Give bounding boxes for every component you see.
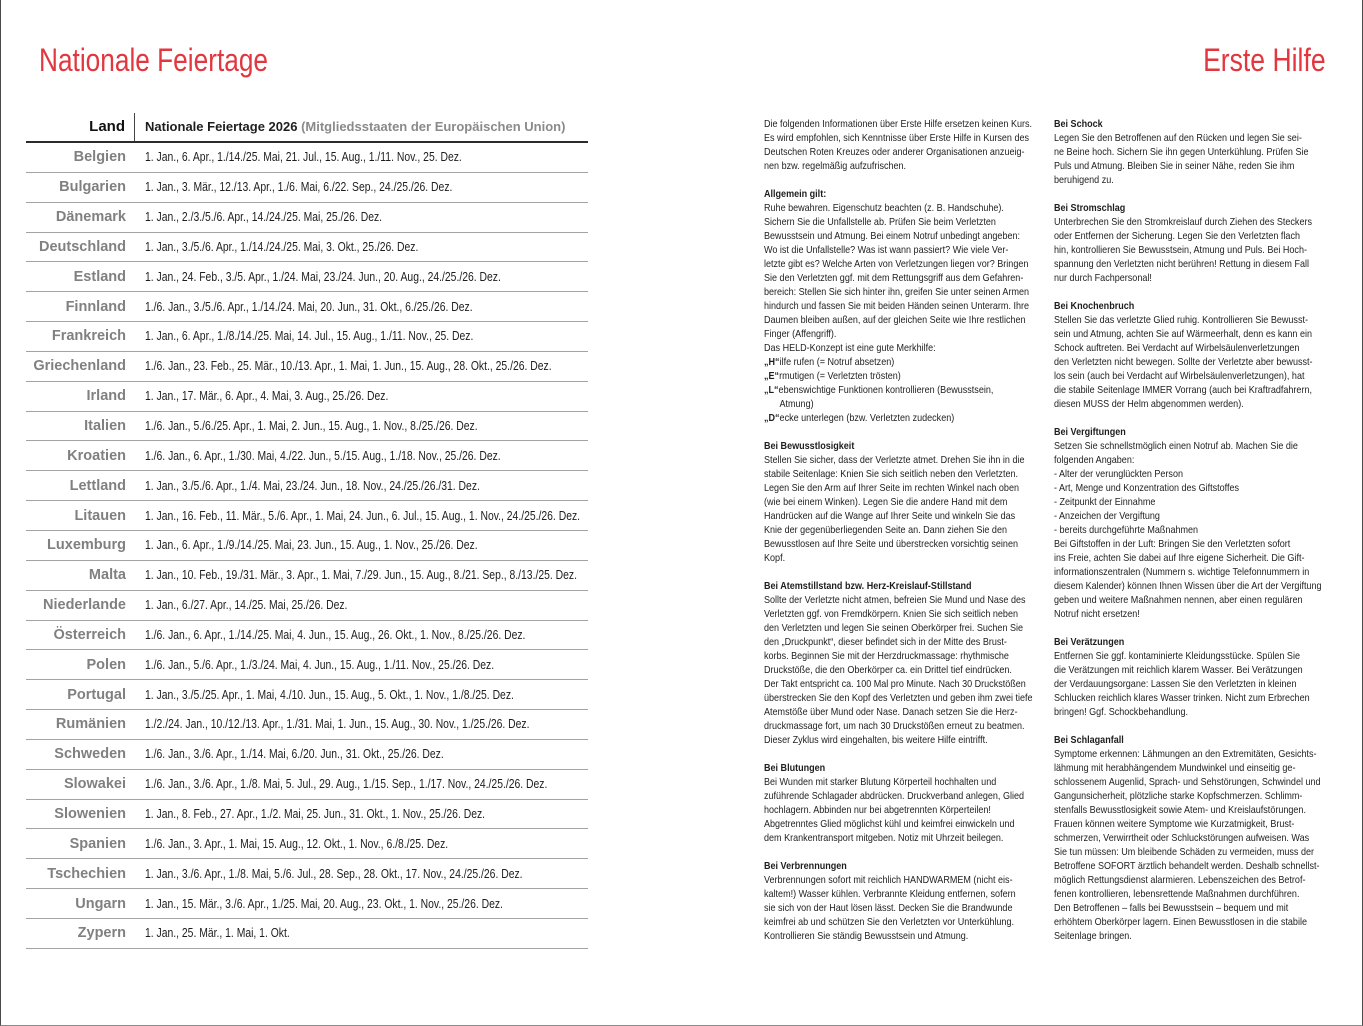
- header-subtitle: (Mitgliedsstaaten der Europäischen Union): [301, 119, 566, 134]
- text-line: Puls und Atmung. Bleiben Sie in seiner Nähe, reden Sie ihm: [1054, 160, 1295, 172]
- holiday-dates: 1./6. Jan., 6. Apr., 1./30. Mai, 4./22. Jun., 5./15. Aug., 1./18. Nov., 25./26. Dez.: [145, 448, 501, 463]
- text-line: den Verletzten und legen Sie seinen Oberkörper frei. Suchen Sie: [764, 622, 1024, 634]
- holiday-dates-cell: [135, 805, 588, 823]
- text-line: Unterbrechen Sie den Stromkreislauf durch Ziehen des Steckers: [1054, 216, 1312, 228]
- text-line: Atemstöße über Mund oder Nase. Danach setzen Sie die Herz-: [764, 706, 1018, 718]
- holiday-dates: 1. Jan., 10. Feb., 19./31. Mär., 3. Apr., 1. Mai, 7./29. Jun., 15. Aug., 8./21. Sep., 8./13./25. Dez.: [145, 568, 577, 583]
- text-line: bereich: Stellen Sie sich hinter ihn, greifen Sie unter seinen Armen: [764, 286, 1030, 298]
- text-line: keimfrei ab und schützen Sie den Verletzten vor Unterkühlung.: [764, 916, 1014, 928]
- first-aid-section: [1054, 201, 1338, 285]
- holiday-dates-cell: [135, 775, 588, 793]
- section-heading: Bei Atemstillstand bzw. Herz-Kreislauf-Stillstand: [764, 580, 972, 592]
- holiday-dates: 1. Jan., 3. Mär., 12./13. Apr., 1./6. Mai, 6./22. Sep., 24./25./26. Dez.: [145, 180, 453, 195]
- country-name: Litauen: [74, 507, 126, 524]
- holiday-dates: 1. Jan., 25. Mär., 1. Mai, 1. Okt.: [145, 926, 290, 941]
- holiday-dates: 1. Jan., 6./27. Apr., 14./25. Mai, 25./26. Dez.: [145, 598, 348, 613]
- first-aid-section: [1054, 117, 1338, 187]
- text-line: informationszentralen (Nummern s. wichtige Telefonnummern in: [1054, 566, 1310, 578]
- right-page: [682, 0, 1363, 1025]
- section-heading: Bei Verätzungen: [1054, 636, 1125, 648]
- text-line: Finger (Affengriff).: [764, 328, 837, 340]
- country-name: Kroatien: [67, 447, 126, 464]
- holiday-row: [26, 233, 588, 263]
- mnemonic-letter: „L“: [764, 384, 779, 396]
- section-heading: Bei Schock: [1054, 118, 1103, 130]
- holiday-dates: 1. Jan., 3./5./6. Apr., 1./14./24./25. Mai, 3. Okt., 25./26. Dez.: [145, 239, 419, 254]
- section-heading: Bei Vergiftungen: [1054, 426, 1126, 438]
- text-line: Es wird empfohlen, sich Kenntnisse über Erste Hilfe in Kursen des: [764, 132, 1030, 144]
- holiday-row: [26, 501, 588, 531]
- holiday-dates-cell: [135, 417, 588, 435]
- text-line: den Verletzten nicht bewegen. Sollte der Verletzte aber bewusst-: [1054, 356, 1313, 368]
- country-name: Estland: [73, 268, 126, 285]
- text-line: lähmung mit herabhängendem Mundwinkel und einseitig ge-: [1054, 762, 1296, 774]
- first-aid-section: [764, 859, 1048, 943]
- holiday-dates-cell: [135, 477, 588, 495]
- holiday-row: [26, 203, 588, 233]
- holiday-row: [26, 770, 588, 800]
- text-line: Legen Sie den Arm auf Ihrer Seite im rechten Winkel nach oben: [764, 482, 1020, 494]
- holiday-row: [26, 919, 588, 949]
- text-line: Notruf nicht ersetzen!: [1054, 608, 1140, 620]
- text-line: Entfernen Sie ggf. kontaminierte Kleidungsstücke. Spülen Sie: [1054, 650, 1300, 662]
- text-line: dem Krankentransport mitgeben. Notiz mit Uhrzeit beilegen.: [764, 832, 1004, 844]
- text-line: Verletzten ggf. von Fremdkörpern. Knien Sie sich seitlich neben: [764, 608, 1018, 620]
- text-line: Sollte der Verletzte nicht atmen, befreien Sie Mund und Nase des: [764, 594, 1026, 606]
- country-name: Spanien: [69, 835, 126, 852]
- holiday-dates: 1./6. Jan., 23. Feb., 25. Mär., 10./13. Apr., 1. Mai, 1. Jun., 15. Aug., 28. Okt., 25./26. Dez.: [145, 359, 552, 374]
- text-line: hochlagern. Abbinden nur bei abgetrennten Körperteilen!: [764, 804, 991, 816]
- text-line: Den Betroffenen – falls bei Bewusstsein – bequem und mit: [1054, 902, 1289, 914]
- text-line: Druckstöße, die den Oberkörper ca. ein Drittel tief eindrücken.: [764, 664, 1012, 676]
- text-line: Bei Giftstoffen in der Luft: Bringen Sie den Verletzten sofort: [1054, 538, 1291, 550]
- text-line: Wo ist die Unfallstelle? Was ist wann passiert? Wie viele Ver-: [764, 244, 1009, 256]
- text-line: möglich Rettungsdienst alarmieren. Lebenszeichen des Betrof-: [1054, 874, 1306, 886]
- holiday-row: [26, 561, 588, 591]
- holiday-row: [26, 859, 588, 889]
- text-line: Bewusstsein und Atmung. Bei einem Notruf unbedingt angeben:: [764, 230, 1021, 242]
- text-line: los sein (auch bei Verdacht auf Wirbelsäulenverletzungen), hat: [1054, 370, 1305, 382]
- country-name: Dänemark: [55, 209, 126, 226]
- text-line: diesem Kalender) können Ihnen Wissen über die Art der Vergiftung: [1054, 580, 1322, 592]
- text-line: [764, 383, 1048, 397]
- holiday-dates-cell: [135, 895, 588, 913]
- country-name: Slowakei: [63, 776, 126, 793]
- holiday-dates-cell: [135, 596, 588, 614]
- text-line: ins Freie, achten Sie dabei auf Ihre eigene Sicherheit. Die Gift-: [1054, 552, 1305, 564]
- text-line: hin, kontrollieren Sie Bewusstsein, Atmung und Puls. Bei Hoch-: [1054, 244, 1307, 256]
- country-name: Polen: [86, 656, 126, 673]
- holiday-row: [26, 740, 588, 770]
- holiday-table: [26, 113, 588, 949]
- text-line: letzte gibt es? Welche Arten von Verletzungen liegen vor? Bringen: [764, 258, 1029, 270]
- text-line: Legen Sie den Betroffenen auf den Rücken und legen Sie sei-: [1054, 132, 1302, 144]
- text-line-content: rmutigen (= Verletzten trösten): [779, 370, 901, 382]
- first-aid-section: [1054, 635, 1338, 719]
- holiday-row: [26, 322, 588, 352]
- holiday-dates-cell: [135, 327, 588, 345]
- text-line: Sichern Sie die Unfallstelle ab. Prüfen Sie beim Verletzten: [764, 216, 996, 228]
- text-line-content: ecke unterlegen (bzw. Verletzten zudecken): [779, 412, 955, 424]
- holiday-dates: 1./6. Jan., 6. Apr., 1./14./25. Mai, 4. Jun., 15. Aug., 26. Okt., 1. Nov., 8./25./26. Dez.: [145, 627, 526, 642]
- section-heading: Bei Verbrennungen: [764, 860, 847, 872]
- text-line: [764, 397, 1048, 411]
- section-heading: Bei Schlaganfall: [1054, 734, 1124, 746]
- text-line: erhöhtem Oberkörper lagern. Einen Bewusstlosen in die stabile: [1054, 916, 1307, 928]
- holiday-row: [26, 621, 588, 651]
- first-aid-section: [1054, 425, 1338, 621]
- text-line: folgenden Angaben:: [1054, 454, 1135, 466]
- country-name: Österreich: [53, 626, 126, 643]
- holiday-dates-cell: [135, 626, 588, 644]
- holiday-dates: 1./6. Jan., 5./6. Apr., 1./3./24. Mai, 4. Jun., 15. Aug., 1./11. Nov., 25./26. Dez.: [145, 657, 495, 672]
- holiday-dates: 1./6. Jan., 5./6./25. Apr., 1. Mai, 2. Jun., 15. Aug., 1. Nov., 8./25./26. Dez.: [145, 419, 478, 434]
- text-line: sie sich von der Haut lösen lässt. Decken Sie die Brandwunde: [764, 902, 1013, 914]
- holiday-dates: 1. Jan., 3./6. Apr., 1./8. Mai, 5./6. Jul., 28. Sep., 28. Okt., 17. Nov., 24./25./26. Dez.: [145, 866, 523, 881]
- left-page: [1, 0, 682, 1025]
- table-header: [26, 113, 588, 143]
- text-line: bringen! Ggf. Schockbehandlung.: [1054, 706, 1189, 718]
- first-aid-section: [764, 117, 1048, 173]
- text-line: Dieser Zyklus wird eingehalten, bis weitere Hilfe eintrifft.: [764, 734, 988, 746]
- text-line: Frauen können weitere Symptome wie Kurzatmigkeit, Brust-: [1054, 818, 1295, 830]
- holiday-rows: [26, 143, 588, 949]
- holiday-dates: 1. Jan., 3./5./25. Apr., 1. Mai, 4./10. Jun., 15. Aug., 5. Okt., 1. Nov., 1./8./25. Dez.: [145, 687, 514, 702]
- holiday-dates-cell: [135, 447, 588, 465]
- first-aid-section: [764, 439, 1048, 565]
- section-heading: Bei Blutungen: [764, 762, 826, 774]
- text-line: Seitenlage bringen.: [1054, 930, 1132, 942]
- section-heading: Bei Stromschlag: [1054, 202, 1126, 214]
- text-line: fenen kontrollieren, lebensrettende Maßnahmen durchführen.: [1054, 888, 1300, 900]
- text-line: zuführende Schlagader abdrücken. Druckverband anlegen, Glied: [764, 790, 1025, 802]
- text-line: die Verätzungen mit reichlich klarem Wasser. Bei Verätzungen: [1054, 664, 1303, 676]
- header-title: Nationale Feiertage 2026: [145, 119, 298, 134]
- holiday-row: [26, 471, 588, 501]
- first-aid-section: [1054, 733, 1338, 943]
- holiday-row: [26, 441, 588, 471]
- text-line: [764, 411, 1048, 425]
- text-line: Sie tun müssen: Um bleibende Schäden zu vermeiden, muss der: [1054, 846, 1315, 858]
- text-line: Die folgenden Informationen über Erste Hilfe ersetzen keinen Kurs.: [764, 118, 1033, 130]
- holiday-dates: 1./6. Jan., 3./5./6. Apr., 1./14./24. Mai, 20. Jun., 31. Okt., 6./25./26. Dez.: [145, 299, 473, 314]
- text-line: - bereits durchgeführte Maßnahmen: [1054, 524, 1199, 536]
- country-name: Zypern: [77, 925, 126, 942]
- holiday-dates-cell: [135, 178, 588, 196]
- holiday-dates-cell: [135, 238, 588, 256]
- text-line: Daumen bleiben außen, auf der gleichen Seite wie Ihre restlichen: [764, 314, 1026, 326]
- text-line: Schlucken reichlich klares Wasser trinken. Nicht zum Erbrechen: [1054, 692, 1310, 704]
- country-name: Griechenland: [33, 358, 126, 375]
- holiday-dates: 1./6. Jan., 3. Apr., 1. Mai, 15. Aug., 12. Okt., 1. Nov., 6./8./25. Dez.: [145, 836, 449, 851]
- text-line: Bewusstlosen auf Ihre Seite und überstrecken vorsichtig seinen: [764, 538, 1018, 550]
- country-name: Finnland: [65, 298, 126, 315]
- holiday-row: [26, 829, 588, 859]
- holiday-dates-cell: [135, 387, 588, 405]
- text-line: - Art, Menge und Konzentration des Giftstoffes: [1054, 482, 1240, 494]
- text-line: - Alter der verunglückten Person: [1054, 468, 1183, 480]
- section-heading: Allgemein gilt:: [764, 188, 827, 200]
- text-line: - Zeitpunkt der Einnahme: [1054, 496, 1156, 508]
- country-name: Irland: [86, 388, 126, 405]
- text-line: Handrücken auf die Wange auf Ihrer Seite und winkeln Sie das: [764, 510, 1016, 522]
- text-line: sein und Atmung, achten Sie auf Wärmeerhalt, denn es kann ein: [1054, 328, 1313, 340]
- text-line: druckmassage fort, um nach 30 Druckstößen erneut zu beatmen.: [764, 720, 1025, 732]
- country-name: Deutschland: [38, 238, 126, 255]
- text-line: [764, 355, 1048, 369]
- holiday-dates-cell: [135, 298, 588, 316]
- holiday-row: [26, 650, 588, 680]
- text-line: Der Takt entspricht ca. 100 Mal pro Minute. Nach 30 Druckstößen: [764, 678, 1026, 690]
- text-line: schlossenem Augenlid, Sprach- und Sehstörungen, Schwindel und: [1054, 776, 1321, 788]
- text-line: geben und weitere Maßnahmen nennen, aber einen regulären: [1054, 594, 1303, 606]
- text-line: stabile Seitenlage: Knien Sie sich seitlich neben den Verletzten.: [764, 468, 1019, 480]
- first-aid-section: [1054, 299, 1338, 411]
- text-line: Das HELD-Konzept ist eine gute Merkhilfe:: [764, 342, 936, 354]
- holiday-row: [26, 173, 588, 203]
- first-aid-column: [764, 117, 1048, 943]
- country-name: Schweden: [54, 746, 126, 763]
- text-line: nur durch Fachpersonal!: [1054, 272, 1152, 284]
- holiday-dates-cell: [135, 357, 588, 375]
- text-line: Stellen Sie sicher, dass der Verletzte atmet. Drehen Sie ihn in die: [764, 454, 1025, 466]
- text-line: diesen MUSS der Helm abgenommen werden).: [1054, 398, 1244, 410]
- first-aid-section: [764, 187, 1048, 425]
- holiday-dates-cell: [135, 208, 588, 226]
- text-line: Bei Wunden mit starker Blutung Körperteil hochhalten und: [764, 776, 997, 788]
- text-line: Ruhe bewahren. Eigenschutz beachten (z. B. Handschuhe).: [764, 202, 1004, 214]
- holiday-dates: 1. Jan., 2./3./5./6. Apr., 14./24./25. Mai, 25./26. Dez.: [145, 210, 383, 225]
- page-title: Erste Hilfe: [1203, 42, 1326, 78]
- holiday-row: [26, 800, 588, 830]
- holiday-dates-cell: [135, 507, 588, 525]
- text-line: Verbrennungen sofort mit reichlich HANDWARMEM (nicht eis-: [764, 874, 1013, 886]
- text-line: Deutschen Roten Kreuzes oder anderer Organisationen anzueig-: [764, 146, 1025, 158]
- country-name: Frankreich: [51, 328, 126, 345]
- page-title: Nationale Feiertage: [39, 42, 269, 78]
- holiday-dates: 1./6. Jan., 3./6. Apr., 1./14. Mai, 6./20. Jun., 31. Okt., 25./26. Dez.: [145, 747, 444, 762]
- text-line: Symptome erkennen: Lähmungen an den Extremitäten, Gesichts-: [1054, 748, 1317, 760]
- first-aid-column: [1054, 117, 1338, 943]
- text-line: Kontrollieren Sie ständig Bewusstsein und Atmung.: [764, 930, 969, 942]
- text-line-content: ilfe rufen (= Notruf absetzen): [779, 356, 895, 368]
- holiday-dates-cell: [135, 656, 588, 674]
- holiday-dates-cell: [135, 268, 588, 286]
- holiday-row: [26, 382, 588, 412]
- holiday-dates: 1. Jan., 16. Feb., 11. Mär., 5./6. Apr., 1. Mai, 24. Jun., 6. Jul., 15. Aug., 1. Nov., 24./25./26. Dez.: [145, 508, 581, 523]
- text-line: Gangunsicherheit, plötzliche starke Kopfschmerzen. Schlimm-: [1054, 790, 1303, 802]
- holiday-dates-cell: [135, 715, 588, 733]
- country-name: Portugal: [67, 686, 126, 703]
- text-line: Betroffene SOFORT ärztlich behandelt werden. Deshalb schnellst-: [1054, 860, 1320, 872]
- text-line: Abgetrenntes Glied möglichst kühl und keimfrei einwickeln und: [764, 818, 1015, 830]
- holiday-dates-cell: [135, 865, 588, 883]
- country-name: Italien: [84, 418, 126, 435]
- text-line: schmerzen, Verwirrtheit oder Schluckstörungen aufweisen. Was: [1054, 832, 1310, 844]
- text-line: Sie den Verletzten ggf. mit dem Rettungsgriff aus dem Gefahren-: [764, 272, 1024, 284]
- holiday-dates: 1. Jan., 15. Mär., 3./6. Apr., 1./25. Mai, 20. Aug., 23. Okt., 1. Nov., 25./26. Dez.: [145, 896, 503, 911]
- holiday-row: [26, 352, 588, 382]
- text-line: Schock auftreten. Bei Verdacht auf Wirbelsäulenverletzungen: [1054, 342, 1300, 354]
- header-country: Land: [26, 113, 135, 141]
- mnemonic-letter: „E“: [764, 370, 780, 382]
- country-name: Rumänien: [55, 716, 126, 733]
- holiday-row: [26, 680, 588, 710]
- holiday-row: [26, 412, 588, 442]
- text-line: hindurch und fassen Sie mit beiden Händen seinen Unterarm. Ihre: [764, 300, 1030, 312]
- country-name: Tschechien: [47, 865, 126, 882]
- holiday-row: [26, 710, 588, 740]
- header-holidays: [135, 113, 565, 141]
- holiday-dates: 1. Jan., 17. Mär., 6. Apr., 4. Mai, 3. Aug., 25./26. Dez.: [145, 389, 389, 404]
- country-name: Niederlande: [43, 597, 126, 614]
- text-line: den „Druckpunkt“, dieser befindet sich in der Mitte des Brust-: [764, 636, 1007, 648]
- holiday-dates-cell: [135, 566, 588, 584]
- country-name: Slowenien: [54, 805, 126, 822]
- country-name: Ungarn: [75, 895, 126, 912]
- holiday-dates: 1. Jan., 3./5./6. Apr., 1./4. Mai, 23./24. Jun., 18. Nov., 24./25./26./31. Dez.: [145, 478, 480, 493]
- holiday-dates: 1./6. Jan., 3./6. Apr., 1./8. Mai, 5. Jul., 29. Aug., 1./15. Sep., 1./17. Nov., 24./25./26. Dez.: [145, 777, 548, 792]
- holiday-row: [26, 531, 588, 561]
- holiday-row: [26, 591, 588, 621]
- country-name: Lettland: [69, 477, 126, 494]
- holiday-dates-cell: [135, 924, 588, 942]
- text-line: ne Beine hoch. Sichern Sie ihn gegen Unterkühlung. Prüfen Sie: [1054, 146, 1309, 158]
- text-line-content: Atmung): [779, 398, 814, 410]
- country-name: Malta: [88, 567, 126, 584]
- first-aid-section: [764, 761, 1048, 845]
- text-line: Knie der gegenüberliegenden Seite an. Dann ziehen Sie den: [764, 524, 1008, 536]
- holiday-dates: 1. Jan., 8. Feb., 27. Apr., 1./2. Mai, 25. Jun., 31. Okt., 1. Nov., 25./26. Dez.: [145, 806, 486, 821]
- holiday-dates-cell: [135, 835, 588, 853]
- holiday-dates: 1. Jan., 6. Apr., 1./9./14./25. Mai, 23. Jun., 15. Aug., 1. Nov., 25./26. Dez.: [145, 538, 478, 553]
- holiday-row: [26, 262, 588, 292]
- country-name: Belgien: [73, 149, 126, 166]
- holiday-dates: 1. Jan., 6. Apr., 1./14./25. Mai, 21. Jul., 15. Aug., 1./11. Nov., 25. Dez.: [145, 150, 462, 165]
- text-line: oder Entfernen der Sicherung. Legen Sie den Verletzten flach: [1054, 230, 1300, 242]
- holiday-row: [26, 143, 588, 173]
- country-name: Bulgarien: [59, 179, 126, 196]
- country-name: Luxemburg: [47, 537, 126, 554]
- text-line: stenfalls Bewusstlosigkeit sowie Atem- und Kreislaufstörungen.: [1054, 804, 1306, 816]
- text-line: spannung den Verletzten nicht berühren! Rettung in diesem Fall: [1054, 258, 1310, 270]
- first-aid-section: [764, 579, 1048, 747]
- text-line: der Verdauungsorgane: Lassen Sie den Verletzten in kleinen: [1054, 678, 1297, 690]
- text-line: - Anzeichen der Vergiftung: [1054, 510, 1160, 522]
- holiday-dates: 1. Jan., 6. Apr., 1./8./14./25. Mai, 14. Jul., 15. Aug., 1./11. Nov., 25. Dez.: [145, 329, 474, 344]
- text-line: überstrecken Sie den Kopf des Verletzten und geben ihm zwei tiefe: [764, 692, 1033, 704]
- holiday-dates-cell: [135, 686, 588, 704]
- mnemonic-letter: „H“: [764, 356, 780, 368]
- holiday-dates: 1. Jan., 24. Feb., 3./5. Apr., 1./24. Mai, 23./24. Jun., 20. Aug., 24./25./26. Dez.: [145, 269, 501, 284]
- text-line: (wie bei einem Winken). Legen Sie die andere Hand mit dem: [764, 496, 1008, 508]
- text-line: [764, 369, 1048, 383]
- text-line: Stellen Sie das verletzte Glied ruhig. Kontrollieren Sie Bewusst-: [1054, 314, 1308, 326]
- text-line-content: ebenswichtige Funktionen kontrollieren (Bewusstsein,: [778, 384, 994, 396]
- text-line: korbs. Beginnen Sie mit der Herzdruckmassage: rhythmische: [764, 650, 1009, 662]
- holiday-dates-cell: [135, 745, 588, 763]
- holiday-dates: 1./2./24. Jan., 10./12./13. Apr., 1./31. Mai, 1. Jun., 15. Aug., 30. Nov., 1./25./26. Dez.: [145, 717, 530, 732]
- holiday-row: [26, 889, 588, 919]
- holiday-dates-cell: [135, 148, 588, 166]
- text-line: Setzen Sie schnellstmöglich einen Notruf ab. Machen Sie die: [1054, 440, 1298, 452]
- mnemonic-letter: „D“: [764, 412, 780, 424]
- section-heading: Bei Bewusstlosigkeit: [764, 440, 855, 452]
- holiday-row: [26, 292, 588, 322]
- section-heading: Bei Knochenbruch: [1054, 300, 1135, 312]
- text-line: nen bzw. regelmäßig aufzufrischen.: [764, 160, 907, 172]
- text-line: die stabile Seitenlage IMMER Vorrang (auch bei Kraftradfahrern,: [1054, 384, 1312, 396]
- text-line: kaltem!) Wasser kühlen. Verbrannte Kleidung entfernen, sofern: [764, 888, 1016, 900]
- holiday-dates-cell: [135, 536, 588, 554]
- text-line: Kopf.: [764, 552, 786, 564]
- text-line: beruhigend zu.: [1054, 174, 1114, 186]
